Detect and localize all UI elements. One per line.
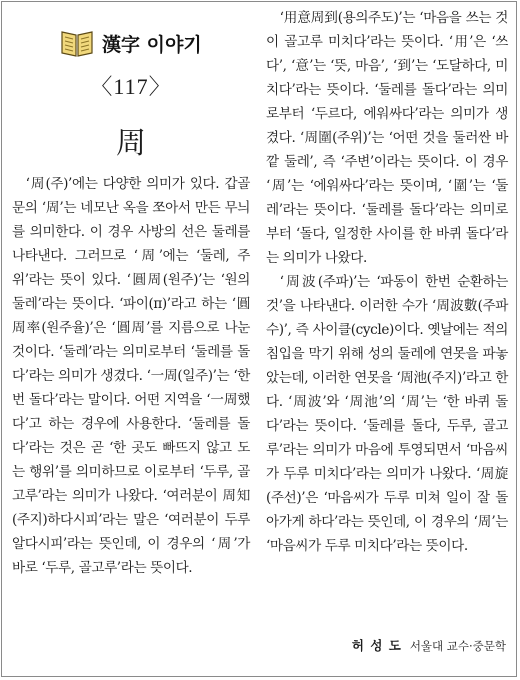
headline-character: 周	[116, 126, 146, 161]
series-number: 〈117〉	[90, 74, 172, 99]
left-column	[12, 172, 250, 580]
paragraph: ‘周波(주파)’는 ‘파동이 한번 순환하는 것’을 나타낸다. 이러한 수가 ‘周波數(주파수)’, 즉 사이클(cycle)이다. 옛날에는 적의 침입을 막기 위해 성의 둘레에 연못을 파놓았는데, 이러한 연못을 ‘周池(주지)’라고 한다. ‘周波’와 ‘周池’의 ‘周’는 ‘한 바퀴 돌다’라는 뜻이다. ‘둘레를 돌다, 두루, 골고루’라는 의미가 마음에 투영되면서 ‘마음씨가 두루 미치다’라는 의미가 나왔다. ‘周旋(주선)’은 ‘마음씨가 두루 미쳐 일이 잘 돌아가게 하다’라는 뜻인데, 이 경우의 ‘周’는 ‘마음씨가 두루 미치다’라는 뜻이다.	[266, 274, 508, 554]
right-column	[266, 6, 508, 558]
author-affiliation: 서울대 교수·중문학	[409, 639, 506, 653]
open-book-icon	[60, 28, 94, 58]
paragraph: ‘用意周到(용의주도)’는 ‘마음을 쓰는 것이 골고루 미치다’라는 뜻이다. ‘用’은 ‘쓰다’, ‘意’는 ‘뜻, 마음’, ‘到’는 ‘도달하다, 미치다’라는 뜻이다. ‘둘레를 돌다’라는 의미로부터 ‘두르다, 에워싸다’라는 의미가 생겼다. ‘周圍(주위)’는 ‘어떤 것을 둘러싼 바깥 둘레’, 즉 ‘주변’이라는 뜻이다. 이 경우 ‘周’는 ‘에워싸다’라는 뜻이며, ‘圍’는 ‘둘레’라는 뜻이다. ‘둘레를 돌다’라는 의미로부터 ‘돌다, 일정한 사이를 한 바퀴 돌다’라는 의미가 나왔다.	[266, 10, 508, 266]
column-header	[60, 26, 220, 66]
byline	[266, 636, 506, 654]
paragraph: ‘周(주)’에는 다양한 의미가 있다. 갑골문의 ‘周’는 네모난 옥을 쪼아서 만든 무늬를 의미한다. 이 경우 사방의 선은 둘레를 나타낸다. 그러므로 ‘周’에는 ‘둘레, 주위’라는 뜻이 있다. ‘圓周(원주)’는 ‘원의 둘레’라는 뜻이다. ‘파이(π)’라고 하는 ‘圓周率(원주율)’은 ‘圓周’를 지름으로 나눈 것이다. ‘둘레’라는 의미로부터 ‘둘레를 돌다’라는 의미가 생겼다. ‘一周(일주)’는 ‘한 번 돌다’라는 말이다. 어떤 지역을 ‘一周했다’고 하는 경우에 사용한다. ‘둘레를 돌다’라는 것은 곧 ‘한 곳도 빠뜨지 않고 도는 행위’를 의미하므로 이로부터 ‘두루, 골고루’라는 의미가 나왔다. ‘여러분이 周知(주지)하다시피’라는 말은 ‘여러분이 두루 알다시피’라는 뜻인데, 이 경우의 ‘周’가 바로 ‘두루, 골고루’라는 뜻이다.	[12, 176, 250, 576]
author-name: 허 성 도	[351, 638, 402, 653]
column-title: 漢字 이야기	[102, 34, 202, 56]
